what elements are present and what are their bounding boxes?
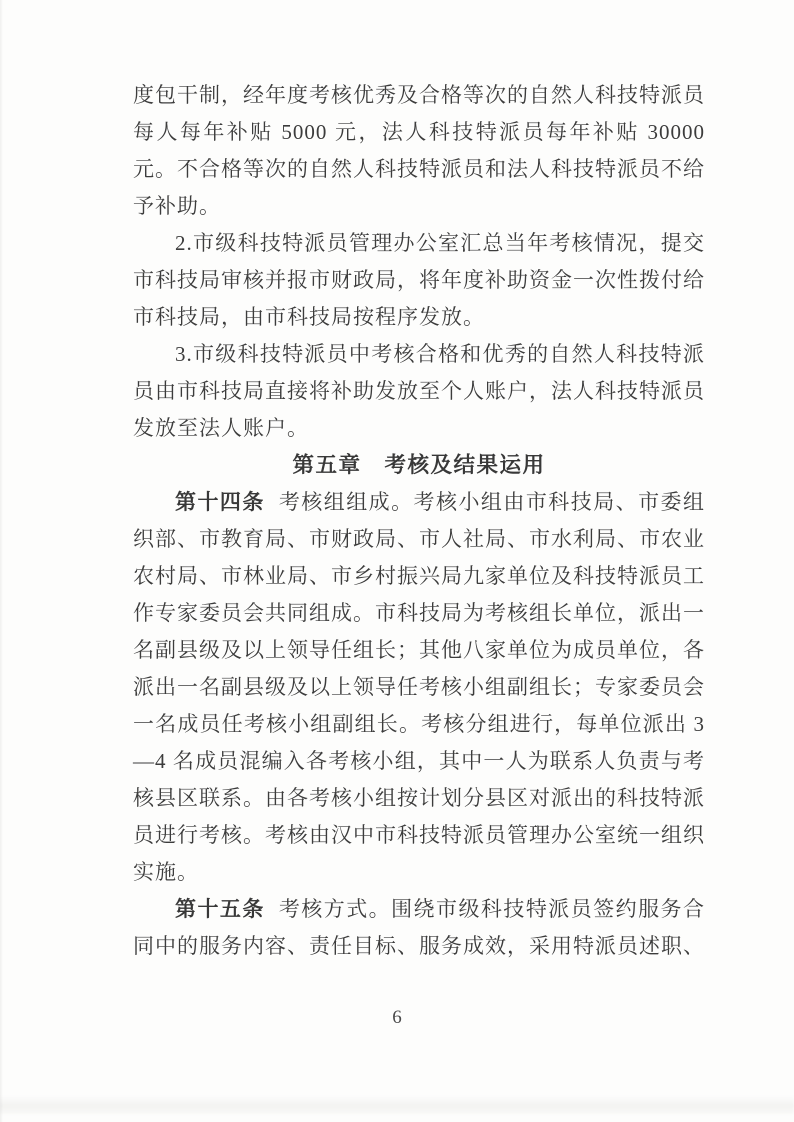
- paragraph-item-2: 2.市级科技特派员管理办公室汇总当年考核情况，提交市科技局审核并报市财政局，将年度补助资金一次性拨付给市科技局，由市科技局按程序发放。: [133, 231, 705, 329]
- page-number: 6: [392, 1007, 402, 1028]
- paragraph-continued: 度包干制，经年度考核优秀及合格等次的自然人科技特派员每人每年补贴 5000 元，法人科技特派员每年补贴 30000 元。不合格等次的自然人科技特派员和法人科技特派员不给予补助。: [133, 83, 705, 218]
- article-14-text: 考核组组成。考核小组由市科技局、市委组织部、市教育局、市财政局、市人社局、市水利局、市农业农村局、市林业局、市乡村振兴局九家单位及科技特派员工作专家委员会共同组成。市科技局为考核组长单位，派出一名副县级及以上领导任组长；其他八家单位为成员单位，各派出一名副县级及以上领导任考核小组副组长；专家委员会一名成员任考核小组副组长。考核分组进行，每单位派出 3—4 名成员混编入各考核小组，其中一人为联系人负责与考核县区联系。由各考核小组按计划分县区对派出的科技特派员进行考核。考核由汉中市科技特派员管理办公室统一组织实施。: [133, 490, 706, 884]
- paragraph-article-14: [133, 484, 705, 891]
- scan-edge-artifact: [0, 0, 3, 1122]
- paragraph-item-3: 3.市级科技特派员中考核合格和优秀的自然人科技特派员由市科技局直接将补助发放至个人账户，法人科技特派员发放至法人账户。: [133, 342, 705, 440]
- scan-smudge-artifact: [0, 1096, 794, 1114]
- document-body: [133, 77, 705, 965]
- article-14-label: 第十四条: [175, 490, 265, 514]
- paragraph-article-15: [133, 891, 705, 965]
- chapter-heading: 第五章 考核及结果运用: [292, 453, 546, 477]
- article-15-label: 第十五条: [175, 897, 265, 921]
- article-15-text: 考核方式。围绕市级科技特派员签约服务合同中的服务内容、责任目标、服务成效，采用特派员述职、: [133, 897, 706, 958]
